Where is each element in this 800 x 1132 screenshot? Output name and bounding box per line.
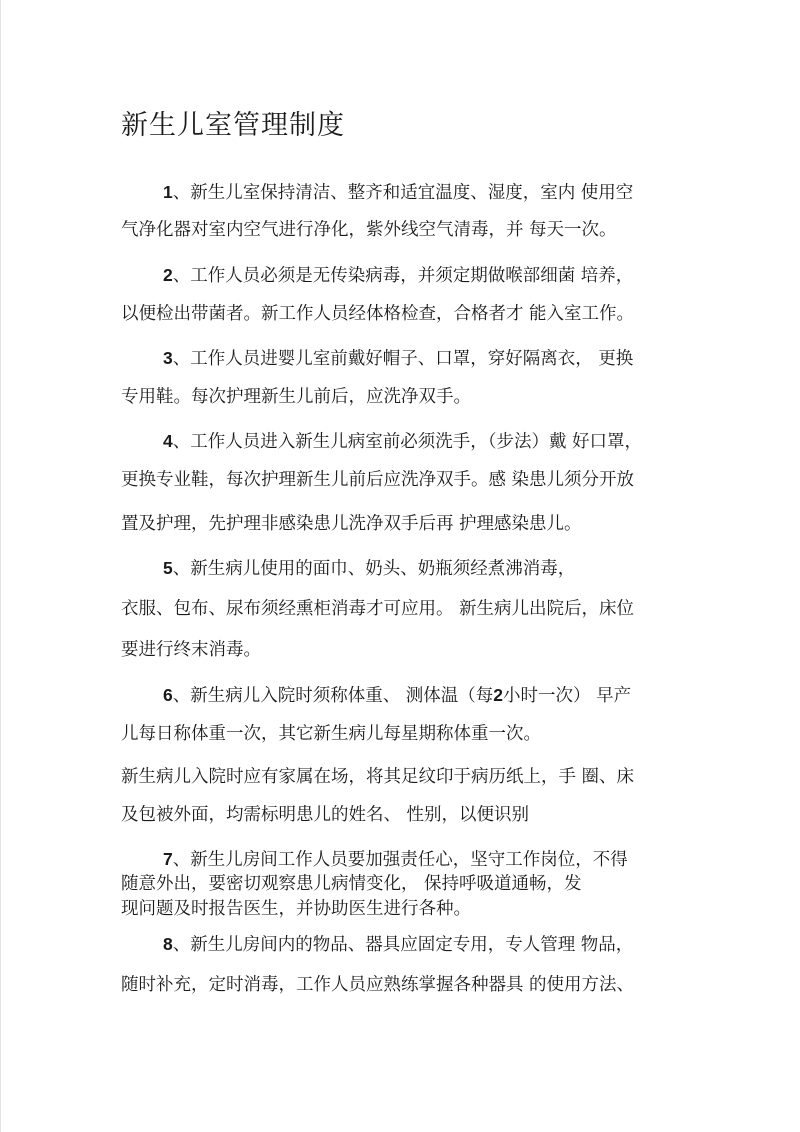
item-number-6: 6 [163, 685, 173, 705]
paragraph-8-line-1 [163, 931, 633, 958]
paragraph-4-line-3: 置及护理，先护理非感染患儿洗净双手后再 护理感染患儿。 [121, 514, 582, 534]
document-title: 新生儿室管理制度 [121, 110, 345, 141]
paragraph-4-line-1 [163, 428, 642, 455]
paragraph-2-text-1: 工作人员必须是无传染病毒，并须定期做喉部细菌 培养， [190, 266, 634, 286]
item-separator: 、 [172, 559, 191, 579]
paragraph-3-line-1 [163, 345, 633, 372]
item-separator: 、 [172, 349, 191, 369]
paragraph-2-line-1 [163, 262, 633, 289]
paragraph-7-line-3: 现问题及时报告医生，并协助医生进行各种。 [121, 899, 471, 919]
paragraph-4-line-2: 更换专业鞋，每次护理新生儿前后应洗净双手。感 染患儿须分开放 [121, 470, 635, 490]
item-separator: 、 [172, 183, 191, 203]
paragraph-3-line-2: 专用鞋。每次护理新生儿前后，应洗净双手。 [121, 387, 471, 407]
item-separator: 、 [172, 935, 191, 955]
paragraph-5-line-1 [163, 555, 575, 582]
page-left-border [0, 0, 1, 1132]
paragraph-6-line-2: 儿每日称体重一次，其它新生病儿每星期称体重一次。 [121, 724, 541, 744]
paragraph-6-text-1b: 小时一次） 早产 [503, 686, 632, 706]
paragraph-8-text-1: 新生儿房间内的物品、器具应固定专用，专人管理 物品， [190, 935, 634, 955]
paragraph-1-text-1: 新生儿室保持清洁、整齐和适宜温度、湿度，室内 使用空 [190, 183, 634, 203]
paragraph-1-line-2: 气净化器对室内空气进行净化，紫外线空气清毒，并 每天一次。 [121, 220, 617, 240]
paragraph-5-line-3: 要进行终末消毒。 [121, 640, 261, 660]
item-separator: 、 [172, 432, 191, 452]
paragraph-7-line-1 [163, 846, 628, 873]
item-separator: 、 [172, 266, 191, 286]
paragraph-5-text-1: 新生病儿使用的面巾、奶头、奶瓶须经煮沸消毒， [190, 559, 576, 579]
item-number-8: 8 [163, 934, 173, 954]
paragraph-4-text-1: 工作人员进入新生儿病室前必须洗手，（步法）戴 好口罩， [190, 432, 643, 452]
interval-hours-number: 2 [493, 685, 504, 705]
item-number-1: 1 [163, 182, 173, 202]
paragraph-6-text-1a: 新生病儿入院时须称体重、 测体温（每 [190, 686, 494, 706]
paragraph-3-text-1: 工作人员进婴儿室前戴好帽子、口罩，穿好隔离衣， 更换 [190, 349, 634, 369]
item-number-2: 2 [163, 265, 173, 285]
item-number-4: 4 [163, 431, 173, 451]
paragraph-6-line-3: 新生病儿入院时应有家属在场，将其足纹印于病历纸上，手 圈、床 [121, 767, 635, 787]
item-number-7: 7 [163, 849, 173, 869]
paragraph-8-line-2: 随时补充，定时消毒，工作人员应熟练掌握各种器具 的使用方法、 [121, 975, 635, 995]
paragraph-2-line-2: 以便检出带菌者。新工作人员经体格检查，合格者才 能入室工作。 [121, 304, 635, 324]
paragraph-6-line-4: 及包被外面，均需标明患儿的姓名、 性别，以便识别 [121, 805, 530, 825]
paragraph-1-line-1 [163, 179, 633, 206]
item-number-5: 5 [163, 558, 173, 578]
item-separator: 、 [172, 850, 191, 870]
item-separator: 、 [172, 686, 191, 706]
paragraph-7-line-2: 随意外出，要密切观察患儿病情变化， 保持呼吸道通畅，发 [121, 874, 582, 894]
item-number-3: 3 [163, 348, 173, 368]
paragraph-5-line-2: 衣服、包布、尿布须经熏柜消毒才可应用。 新生病儿出院后，床位 [121, 599, 635, 619]
paragraph-7-text-1: 新生儿房间工作人员要加强责任心，坚守工作岗位，不得 [190, 850, 628, 870]
paragraph-6-line-1 [163, 682, 631, 709]
